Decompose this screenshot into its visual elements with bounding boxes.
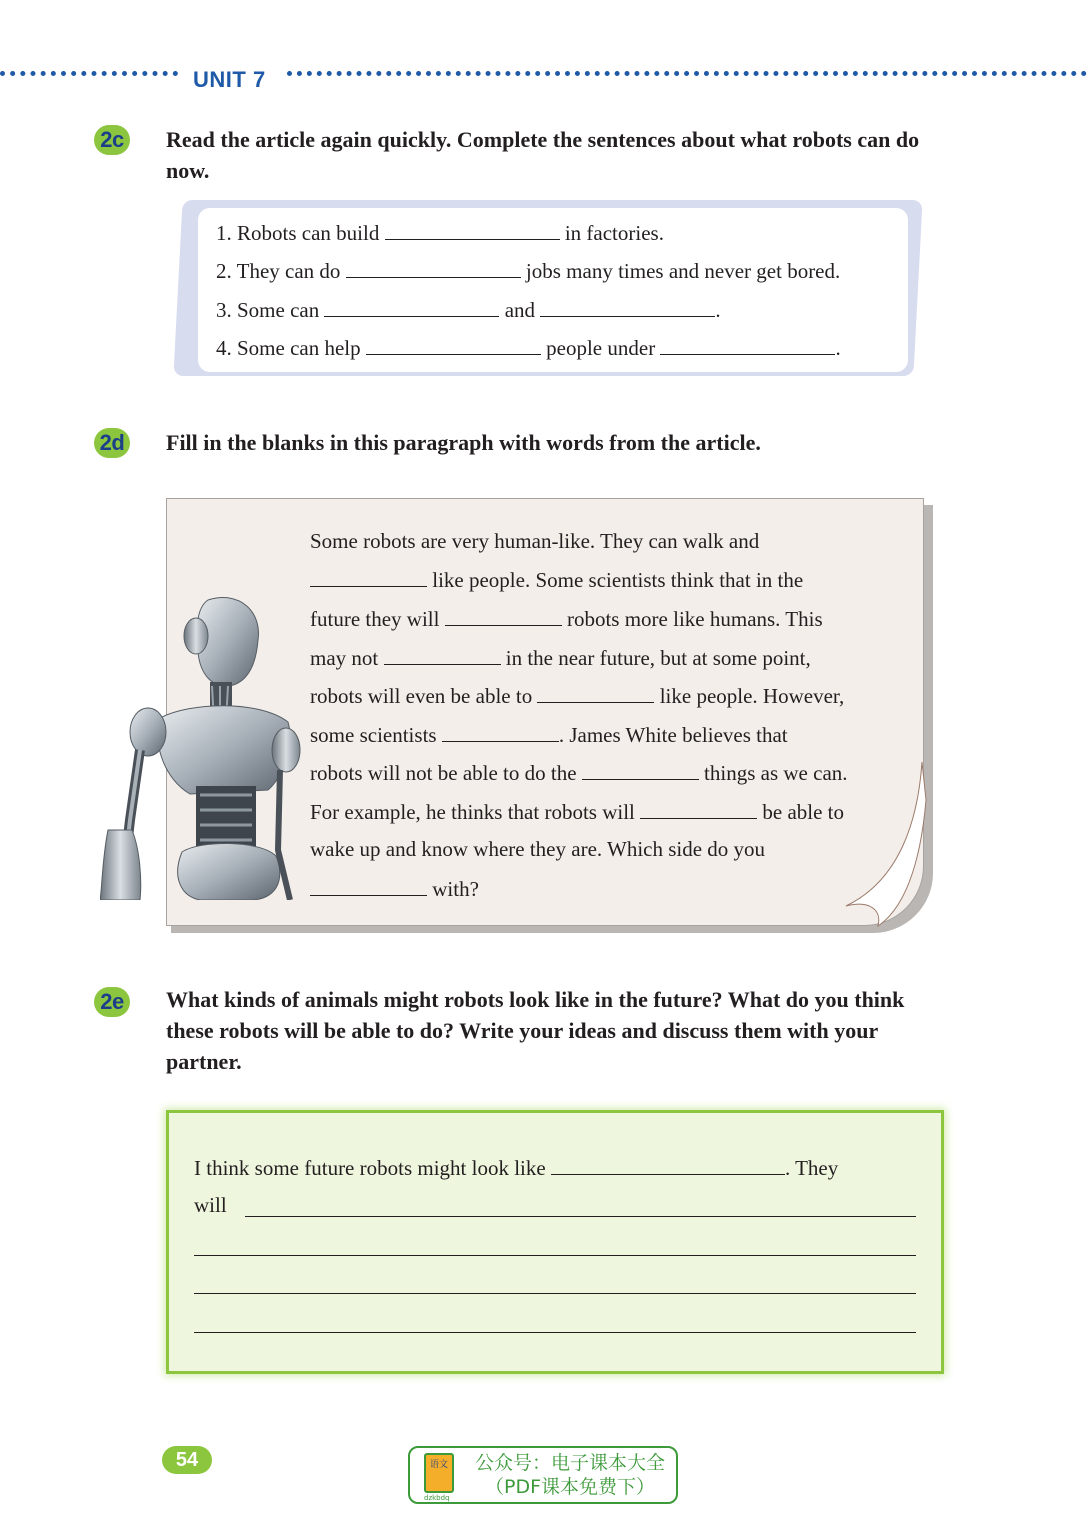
robot-illustration-icon — [100, 590, 302, 900]
writing-line-1: I think some future robots might look like . They — [194, 1156, 839, 1180]
blank[interactable] — [445, 605, 562, 626]
stamp-line-2: （PDF课本免费下） — [484, 1476, 656, 1498]
writing-line-2: will — [194, 1193, 227, 1217]
sentence-2c-3: 3. Some can and . — [216, 298, 721, 322]
blank[interactable] — [640, 798, 757, 819]
blank[interactable] — [324, 296, 499, 317]
watermark-stamp: 语文 dzkbdq 公众号：电子课本大全 （PDF课本免费下） — [408, 1446, 678, 1504]
section-badge-2c: 2c — [94, 125, 130, 155]
writing-rule[interactable] — [194, 1293, 916, 1294]
header-dotted-rule-left — [0, 71, 178, 76]
blank[interactable] — [551, 1154, 785, 1175]
writing-rule[interactable] — [194, 1255, 916, 1256]
paragraph-line-7: robots will not be able to do the things as we can. — [310, 761, 848, 785]
book-icon: 语文 — [424, 1453, 454, 1493]
header-dotted-rule-right — [287, 71, 1087, 76]
instruction-2e: What kinds of animals might robots look like in the future? What do you think these robots will be able to do? Write your ideas and discuss them with your partner. — [166, 987, 905, 1074]
paragraph-line-6: some scientists . James White believes that — [310, 723, 788, 747]
sentence-2c-1: 1. Robots can build in factories. — [216, 221, 664, 245]
blank[interactable] — [310, 566, 427, 587]
section-badge-2e: 2e — [94, 987, 130, 1017]
blank[interactable] — [384, 644, 501, 665]
instruction-2c: Read the article again quickly. Complete the sentences about what robots can do now. — [166, 127, 920, 183]
writing-box-2e — [166, 1110, 944, 1374]
blank[interactable] — [385, 219, 560, 240]
writing-rule[interactable] — [194, 1332, 916, 1333]
paragraph-line-5: robots will even be able to like people. However, — [310, 684, 845, 708]
sentence-2c-4: 4. Some can help people under . — [216, 336, 841, 360]
paragraph-line-1: Some robots are very human-like. They can walk and — [310, 529, 760, 553]
paragraph-line-3: future they will robots more like humans. This — [310, 607, 823, 631]
blank[interactable] — [540, 296, 715, 317]
blank[interactable] — [366, 334, 541, 355]
instruction-2d: Fill in the blanks in this paragraph with words from the article. — [166, 430, 761, 455]
page-number: 54 — [162, 1446, 212, 1474]
blank[interactable] — [660, 334, 835, 355]
writing-rule[interactable] — [245, 1216, 916, 1217]
paragraph-line-4: may not in the near future, but at some point, — [310, 646, 811, 670]
blank[interactable] — [582, 759, 699, 780]
page-curl-icon — [840, 760, 930, 930]
section-badge-2d: 2d — [94, 428, 130, 458]
paragraph-line-9: wake up and know where they are. Which side do you — [310, 837, 766, 861]
paragraph-line-2: like people. Some scientists think that in the — [310, 566, 803, 593]
blank[interactable] — [310, 875, 427, 896]
blank[interactable] — [537, 682, 654, 703]
unit-title: UNIT 7 — [193, 67, 266, 92]
sentence-2c-2: 2. They can do jobs many times and never get bored. — [216, 259, 841, 283]
blank[interactable] — [442, 721, 559, 742]
paragraph-line-10: with? — [310, 875, 479, 902]
stamp-line-1: 公众号：电子课本大全 — [474, 1452, 665, 1474]
paragraph-line-8: For example, he thinks that robots will be able to — [310, 800, 845, 824]
blank[interactable] — [346, 257, 521, 278]
